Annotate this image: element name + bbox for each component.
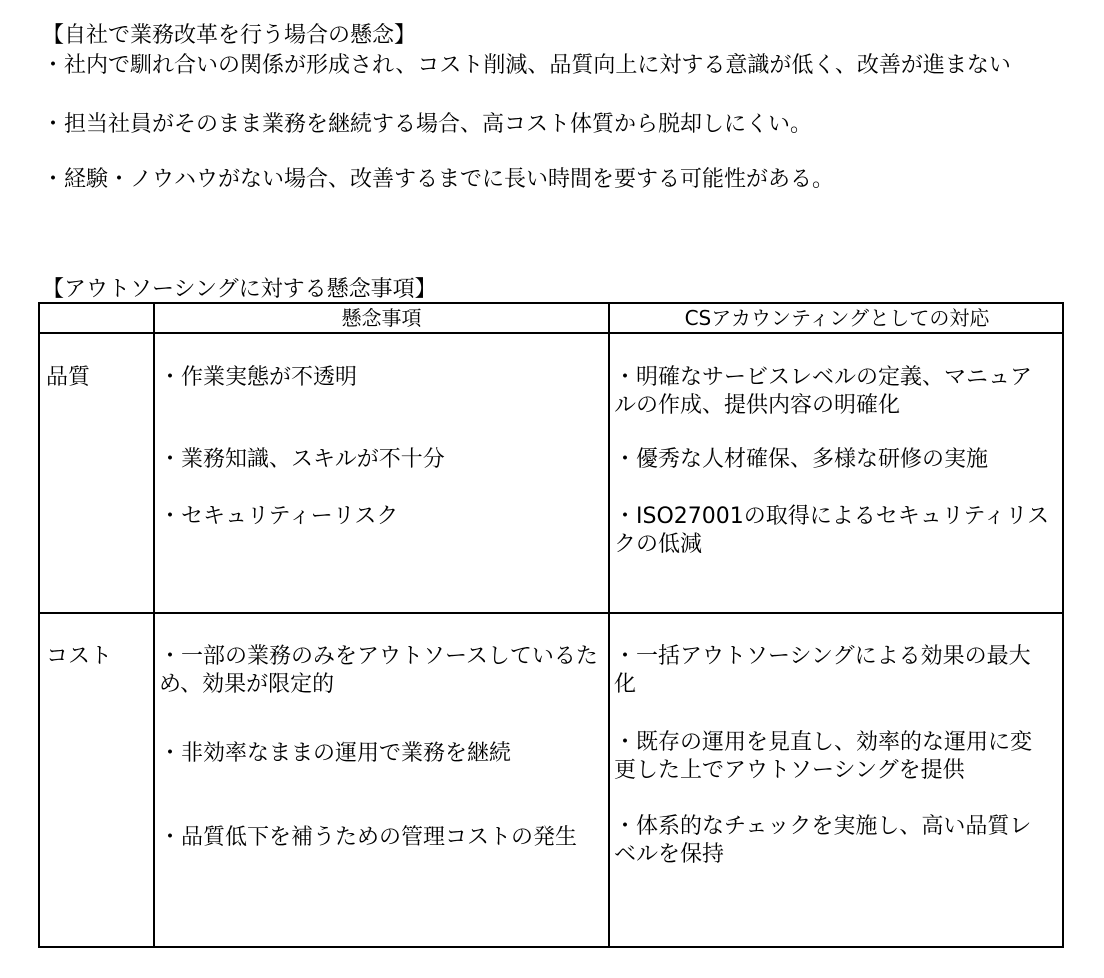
section1-title: 【自社で業務改革を行う場合の懸念】 (42, 23, 417, 48)
concerns-table (38, 302, 1064, 948)
concern-item: ・品質低下を補うための管理コストの発生 (159, 825, 578, 850)
concern-item: ・業務知識、スキルが不十分 (159, 447, 445, 472)
section2-title: 【アウトソーシングに対する懸念事項】 (42, 277, 437, 302)
section1-bullet: ・経験・ノウハウがない場合、改善するまでに長い時間を要する可能性がある。 (42, 167, 835, 192)
concern-item: ・作業実態が不透明 (159, 365, 358, 390)
concern-item: ・非効率なままの運用で業務を継続 (159, 741, 512, 766)
column-divider (153, 304, 155, 946)
concern-item: ・セキュリティーリスク (159, 504, 399, 529)
header-concerns: 懸念事項 (341, 306, 422, 330)
section1-bullet: ・担当社員がそのまま業務を継続する場合、高コスト体質から脱却しにくい。 (42, 112, 813, 137)
column-divider (608, 304, 610, 946)
row-label-quality: 品質 (46, 365, 91, 390)
response-item: ・体系的なチェックを実施し、高い品質レベルを保持 (614, 814, 1032, 867)
row-divider (40, 612, 1062, 614)
section1-bullet: ・社内で馴れ合いの関係が形成され、コスト削減、品質向上に対する意識が低く、改善が進まない (42, 53, 1011, 78)
header-response: CSアカウンティングとしての対応 (684, 306, 990, 330)
response-item: ・優秀な人材確保、多様な研修の実施 (614, 447, 989, 472)
response-item: ・ISO27001の取得によるセキュリティリスクの低減 (614, 504, 1050, 557)
row-label-cost: コスト (46, 644, 113, 669)
response-item: ・明確なサービスレベルの定義、マニュアルの作成、提供内容の明確化 (614, 365, 1033, 418)
response-item: ・一括アウトソーシングによる効果の最大化 (614, 644, 1031, 697)
header-divider (40, 332, 1062, 334)
header-blank (40, 304, 153, 332)
response-item: ・既存の運用を見直し、効率的な運用に変更した上でアウトソーシングを提供 (614, 730, 1033, 783)
concern-item: ・一部の業務のみをアウトソースしているため、効果が限定的 (159, 644, 598, 697)
